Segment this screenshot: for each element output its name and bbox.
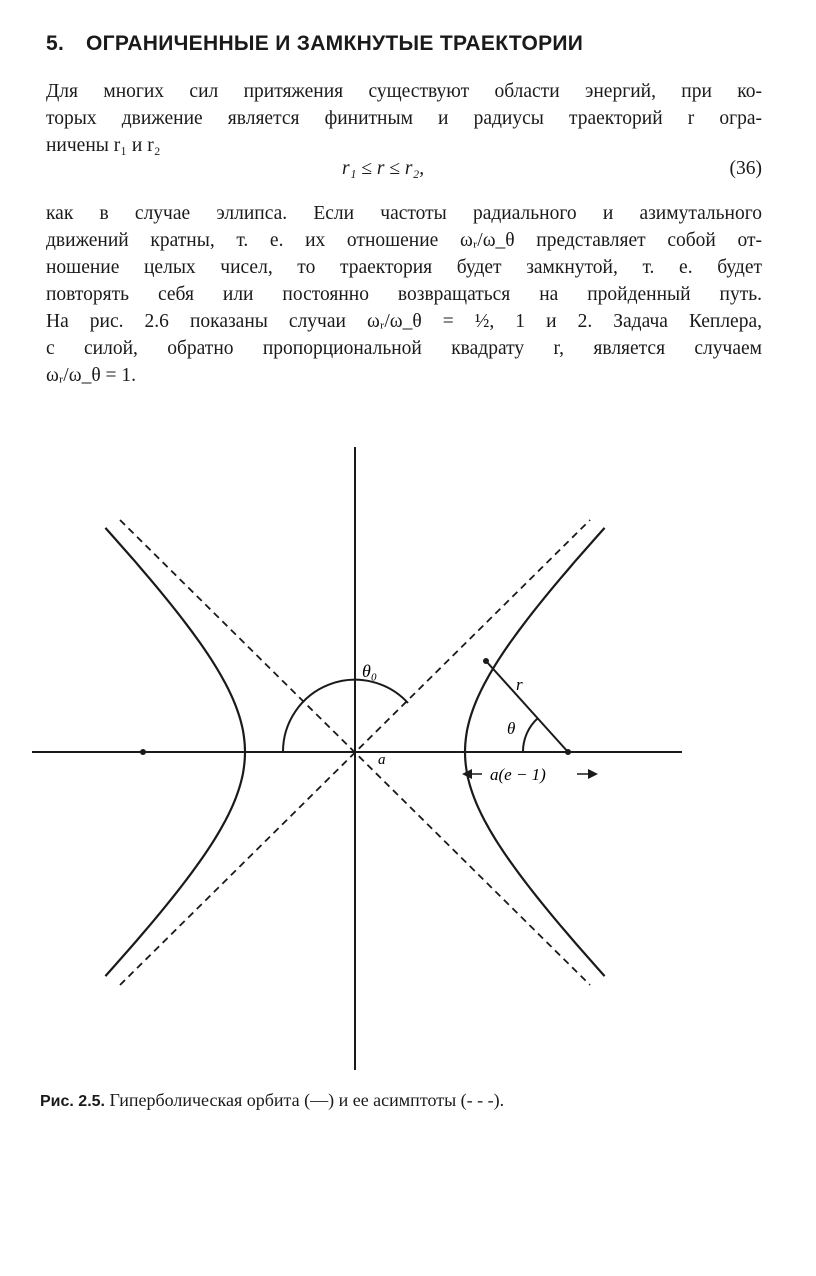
equation-formula: r₁ ≤ r ≤ r₂,: [342, 158, 425, 179]
paragraph-2: [46, 200, 762, 389]
paragraph-line: ωᵣ/ω_θ = 1.: [46, 365, 137, 386]
a-label: a: [378, 752, 386, 768]
theta-label: θ: [507, 719, 516, 738]
paragraph-line: с силой, обратно пропорциональной квадрату r, является случаем: [46, 338, 762, 359]
paragraph-line: торых движение является финитным и радиусы траекторий r огра-: [46, 108, 762, 129]
section-title: ОГРАНИЧЕННЫЕ И ЗАМКНУТЫЕ ТРАЕКТОРИИ: [86, 32, 584, 55]
theta-arc: [523, 718, 538, 752]
paragraph-line: повторять себя или постоянно возвращаться на пройденный путь.: [46, 284, 762, 305]
radius-vector: [486, 661, 568, 752]
paragraph-line: движений кратны, т. е. их отношение ωᵣ/ω_θ представляет собой от-: [46, 230, 762, 251]
theta0-arc: [283, 680, 408, 752]
section-number: 5.: [46, 32, 65, 55]
theta0-label: θ₀: [362, 661, 378, 681]
equation-36: [46, 156, 762, 186]
r-label: r: [516, 675, 523, 694]
paragraph-line: На рис. 2.6 показаны случаи ωᵣ/ω_θ = ½, 1 и 2. Задача Кеплера,: [46, 311, 762, 332]
paragraph-line: как в случае эллипса. Если частоты радиального и азимутального: [46, 203, 762, 224]
section-heading: [46, 32, 776, 56]
paragraph-line: Для многих сил притяжения существуют области энергий, при ко-: [46, 81, 762, 102]
paragraph-1: [46, 78, 762, 159]
left-focus-dot: [140, 749, 146, 755]
dimension-right-arrow: [588, 769, 598, 779]
orbit-point: [483, 658, 489, 664]
caption-text: Гиперболическая орбита (—) и ее асимптоты (- - -).: [109, 1090, 505, 1110]
equation-number: (36): [729, 158, 762, 179]
hyperbola-figure: [20, 440, 700, 1080]
caption-label: Рис. 2.5.: [40, 1093, 105, 1110]
figure-caption: [40, 1090, 504, 1111]
distance-label: a(e − 1): [490, 765, 546, 784]
paragraph-line: ничены r₁ и r₂: [46, 135, 161, 156]
paragraph-line: ношение целых чисел, то траектория будет замкнутой, т. е. будет: [46, 257, 762, 278]
